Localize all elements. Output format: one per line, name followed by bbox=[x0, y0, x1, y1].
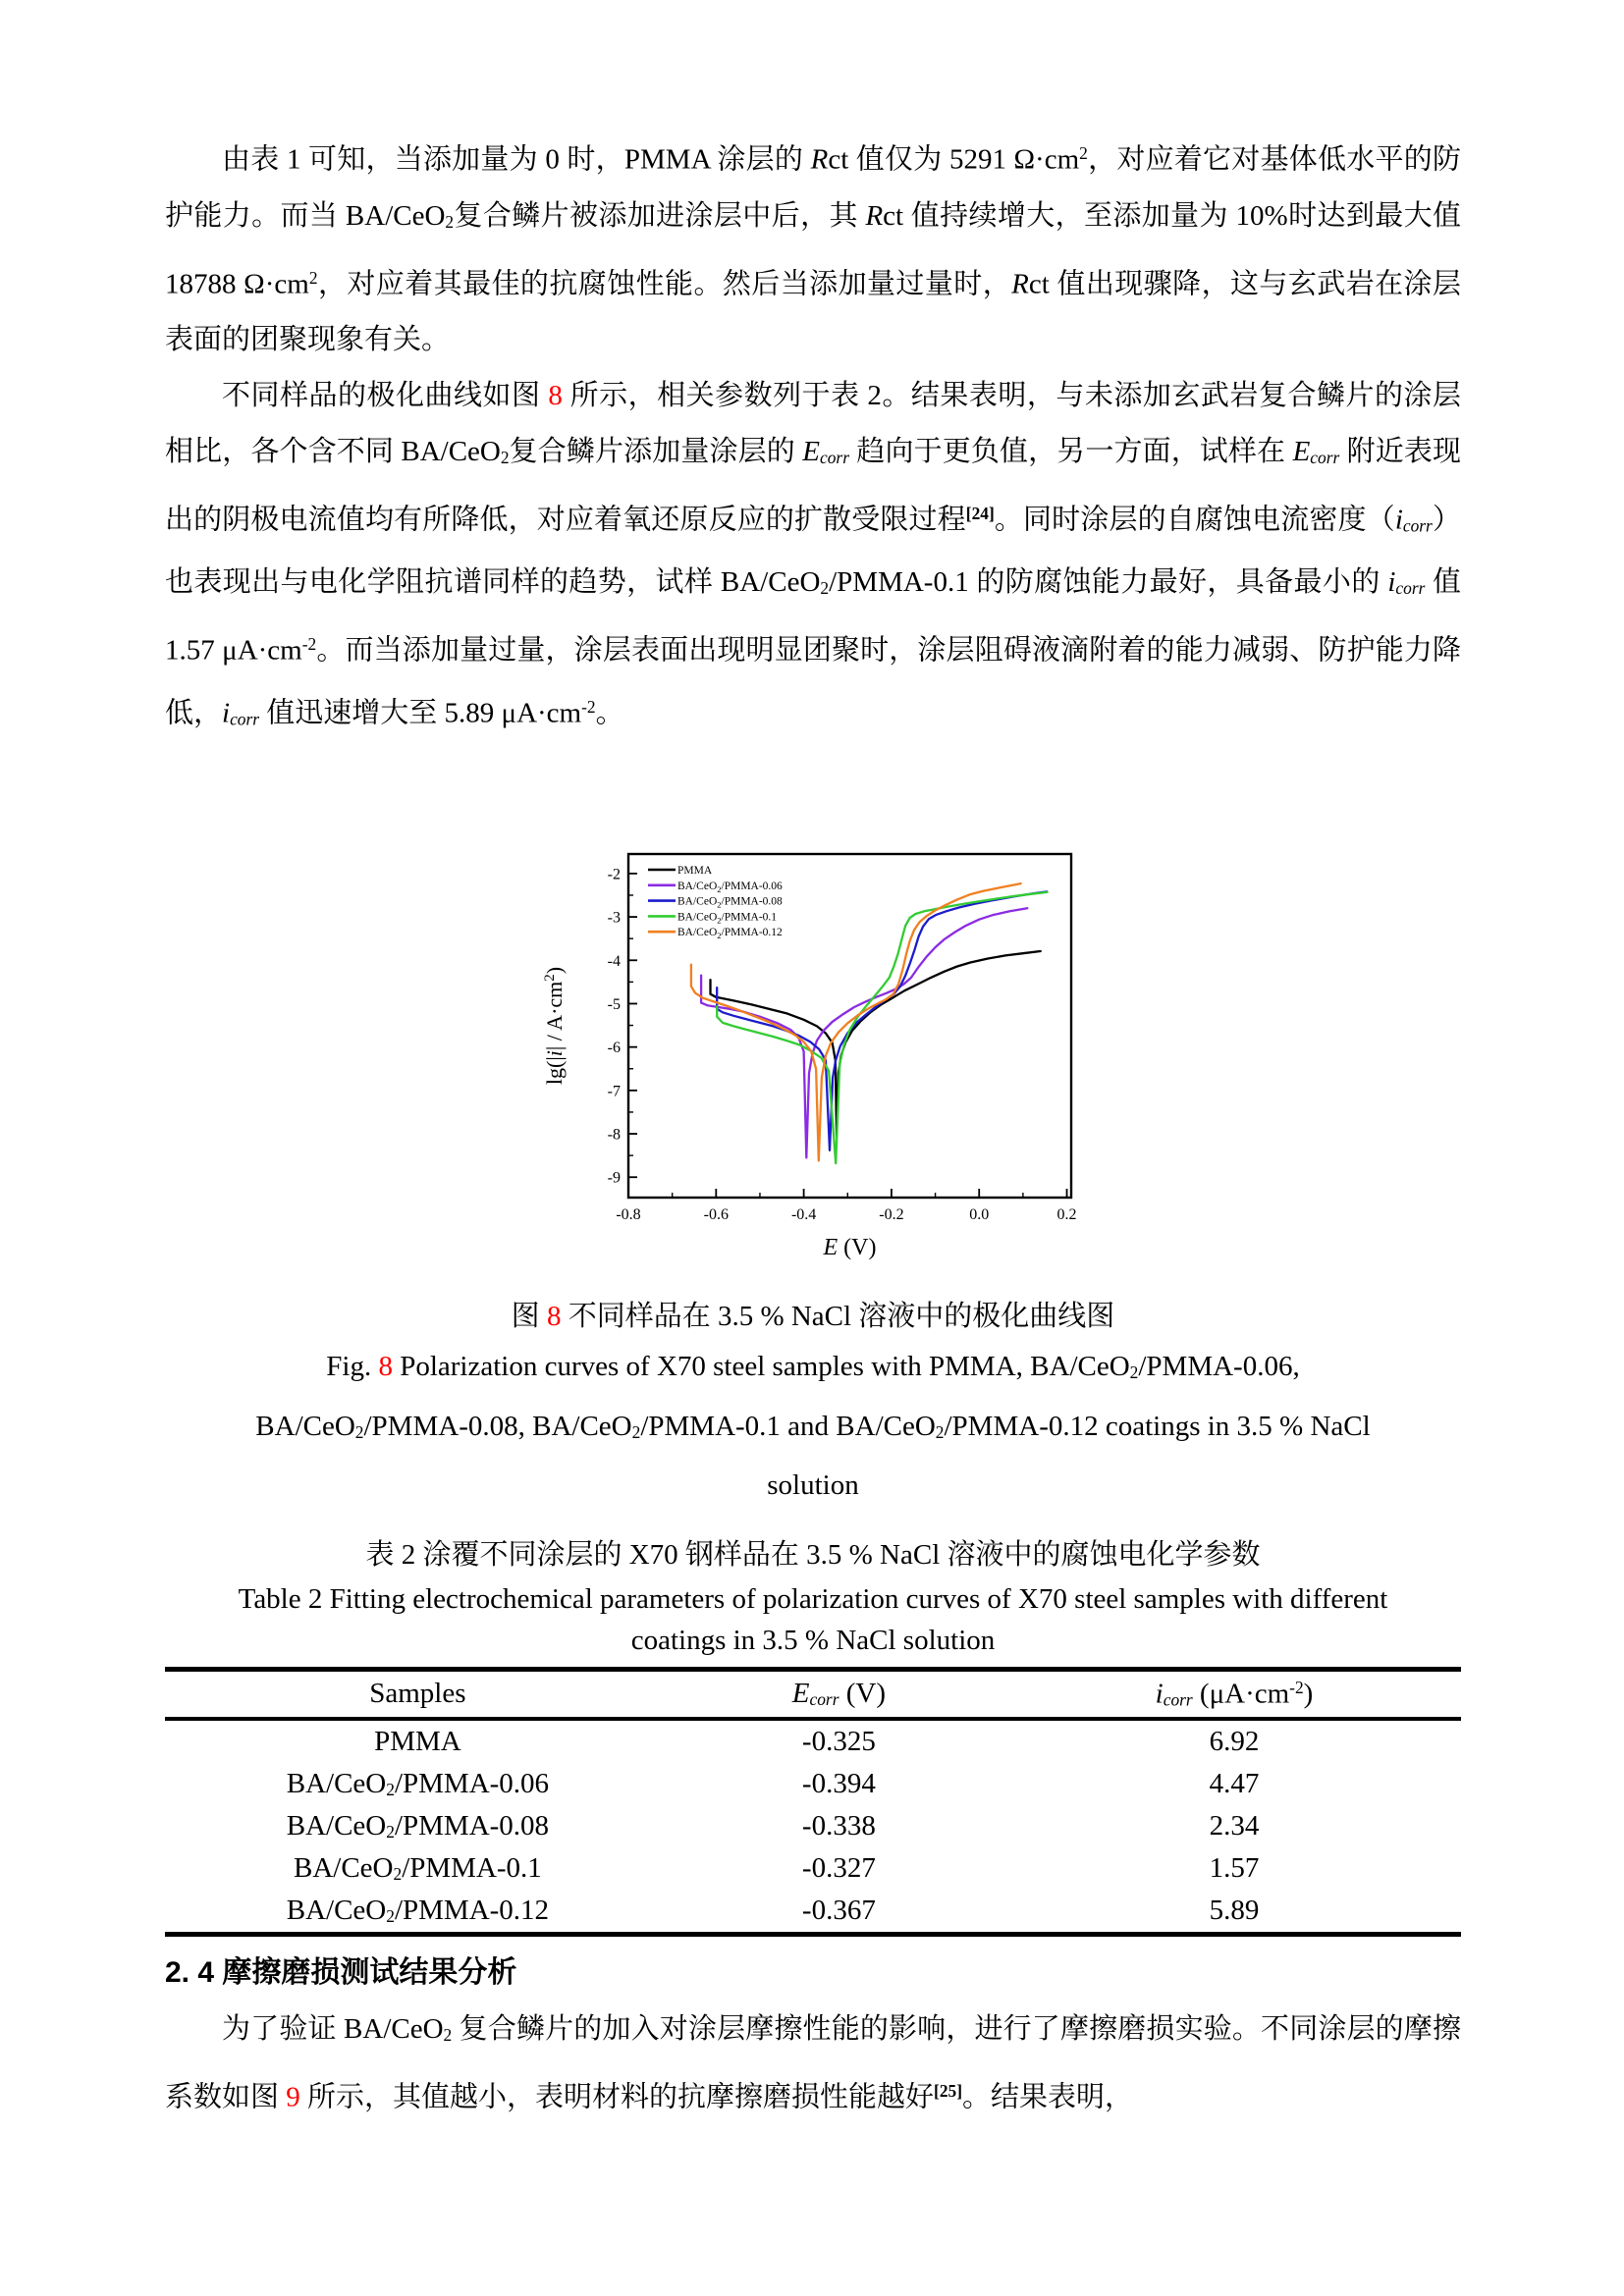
table-2-caption-zh: 表 2 涂覆不同涂层的 X70 钢样品在 3.5 % NaCl 溶液中的腐蚀电化学参数 bbox=[365, 1538, 1261, 1571]
table-header-row bbox=[165, 1669, 1461, 1719]
svg-text:-5: -5 bbox=[607, 996, 621, 1014]
polarization-chart-svg bbox=[536, 831, 1091, 1263]
sample-name: BA/CeO2/PMMA-0.12 bbox=[286, 1894, 550, 1926]
figure-caption-zh: 图 8 不同样品在 3.5 % NaCl 溶液中的极化曲线图 bbox=[511, 1301, 1115, 1333]
svg-text:-0.8: -0.8 bbox=[615, 1206, 641, 1224]
svg-text:-3: -3 bbox=[607, 910, 621, 928]
icorr-value: 2.34 bbox=[1209, 1809, 1260, 1842]
svg-text:-7: -7 bbox=[607, 1083, 621, 1100]
svg-text:-9: -9 bbox=[607, 1170, 621, 1188]
ecorr-value: -0.327 bbox=[801, 1851, 876, 1884]
ecorr-value: -0.367 bbox=[801, 1894, 876, 1926]
table-2 bbox=[165, 1667, 1461, 1937]
figure-8 bbox=[165, 831, 1461, 1511]
table-row bbox=[165, 1805, 1461, 1847]
table-2-caption-en-line2: coatings in 3.5 % NaCl solution bbox=[630, 1624, 996, 1656]
col-header-ecorr: Ecorr (V) bbox=[671, 1669, 1007, 1719]
sample-name: PMMA bbox=[374, 1725, 461, 1757]
svg-text:-8: -8 bbox=[607, 1126, 621, 1144]
paragraph-friction-intro: 为了验证 BA/CeO2 复合鳞片的加入对涂层摩擦性能的影响，进行了摩擦磨损实验。不同涂层的摩擦系数如图 9 所示，其值越小，表明材料的抗摩擦磨损性能越好[25]。结果表明， bbox=[165, 2012, 1461, 2113]
figure-caption-en-line1: Fig. 8 Polarization curves of X70 steel samples with PMMA, BA/CeO2/PMMA-0.06, bbox=[326, 1351, 1300, 1383]
svg-text:-0.2: -0.2 bbox=[878, 1206, 904, 1224]
svg-text:-4: -4 bbox=[607, 953, 621, 971]
svg-text:BA/CeO2/PMMA-0.06: BA/CeO$_2$/PMMA-0.06 bbox=[677, 881, 783, 895]
icorr-value: 5.89 bbox=[1209, 1894, 1260, 1926]
paragraph-rct-analysis: 由表 1 可知，当添加量为 0 时，PMMA 涂层的 Rct 值仅为 5291 $\Omega\cdot cm^2$，对应着它对基体低水平的防护能力。而当 BA/CeO2复合鳞片被添加进涂层中后，其 Rct 值持续增大，至添加量为 10%时达到最大值 18788 $\Omega\cdot cm^2$，对应着其最佳的抗腐蚀性能。然后当添加量过量时，Rct 值出现骤降，这与玄武岩在涂层表面的团聚现象有关。 bbox=[165, 143, 1461, 356]
svg-text:0.0: 0.0 bbox=[968, 1206, 989, 1224]
svg-text:PMMA: PMMA bbox=[677, 865, 712, 878]
figure-caption-en-line3: solution bbox=[767, 1468, 859, 1501]
section-heading-2-4: 2. 4 摩擦磨损测试结果分析 bbox=[165, 1955, 517, 1989]
polarization-chart bbox=[536, 831, 1091, 1263]
svg-text:0.2: 0.2 bbox=[1056, 1206, 1077, 1224]
icorr-value: 4.47 bbox=[1209, 1767, 1260, 1799]
svg-text:BA/CeO2/PMMA-0.1: BA/CeO$_2$/PMMA-0.1 bbox=[677, 911, 777, 926]
svg-text:BA/CeO2/PMMA-0.12: BA/CeO$_2$/PMMA-0.12 bbox=[677, 927, 783, 941]
paragraph-polarization-analysis: 不同样品的极化曲线如图 8 所示，相关参数列于表 2。结果表明，与未添加玄武岩复合鳞片的涂层相比，各个含不同 BA/CeO2复合鳞片添加量涂层的 Ecorr 趋向于更负值，另一方面，试样在 Ecorr 附近表现出的阴极电流值均有所降低，对应着氧还原反应的扩散受限过程[24]。同时涂层的自腐蚀电流密度（icorr）也表现出与电化学阻抗谱同样的趋势，试样 BA/CeO2/PMMA-0.1 的防腐蚀能力最好，具备最小的 icorr 值 1.57 $\mu A\cdot cm^{-2}$。而当添加量过量，涂层表面出现明显团聚时，涂层阻碍液滴附着的能力减弱、防护能力降低，icorr 值迅速增大至 5.89 $\mu A\cdot cm^{-2}$。 bbox=[165, 380, 1461, 729]
ecorr-value: -0.394 bbox=[801, 1767, 876, 1799]
figure-8-caption bbox=[165, 1293, 1461, 1511]
icorr-value: 1.57 bbox=[1209, 1851, 1260, 1884]
table-row bbox=[165, 1890, 1461, 1935]
ecorr-value: -0.338 bbox=[801, 1809, 876, 1842]
sample-name: BA/CeO2/PMMA-0.08 bbox=[286, 1809, 550, 1842]
svg-text:E (V): E (V) bbox=[823, 1235, 876, 1261]
table-row bbox=[165, 1763, 1461, 1805]
table-row bbox=[165, 1719, 1461, 1763]
icorr-value: 6.92 bbox=[1209, 1725, 1260, 1757]
col-header-icorr: icorr $(\mu A\cdot cm^{-2})$ bbox=[1007, 1669, 1461, 1719]
ecorr-value: -0.325 bbox=[801, 1725, 876, 1757]
table-row bbox=[165, 1847, 1461, 1890]
svg-text:-6: -6 bbox=[607, 1040, 621, 1057]
figure-caption-en-line2: BA/CeO2/PMMA-0.08, BA/CeO2/PMMA-0.1 and BA/CeO2/PMMA-0.12 coatings in 3.5 % NaCl bbox=[255, 1410, 1371, 1442]
svg-text:-2: -2 bbox=[607, 866, 621, 883]
svg-text:-0.6: -0.6 bbox=[703, 1206, 729, 1224]
svg-text:BA/CeO2/PMMA-0.08: BA/CeO$_2$/PMMA-0.08 bbox=[677, 896, 783, 911]
col-header-samples: Samples bbox=[165, 1669, 671, 1719]
svg-text:-0.4: -0.4 bbox=[790, 1206, 816, 1224]
sample-name: BA/CeO2/PMMA-0.06 bbox=[286, 1767, 550, 1799]
svg-text:lg(|i| / A·cm2): $\lg(|i| / A\cdot cm^2)$ bbox=[541, 967, 567, 1086]
table-2-caption-en-line1: Table 2 Fitting electrochemical parameters of polarization curves of X70 steel samples with different bbox=[238, 1582, 1388, 1615]
sample-name: BA/CeO2/PMMA-0.1 bbox=[293, 1851, 542, 1884]
